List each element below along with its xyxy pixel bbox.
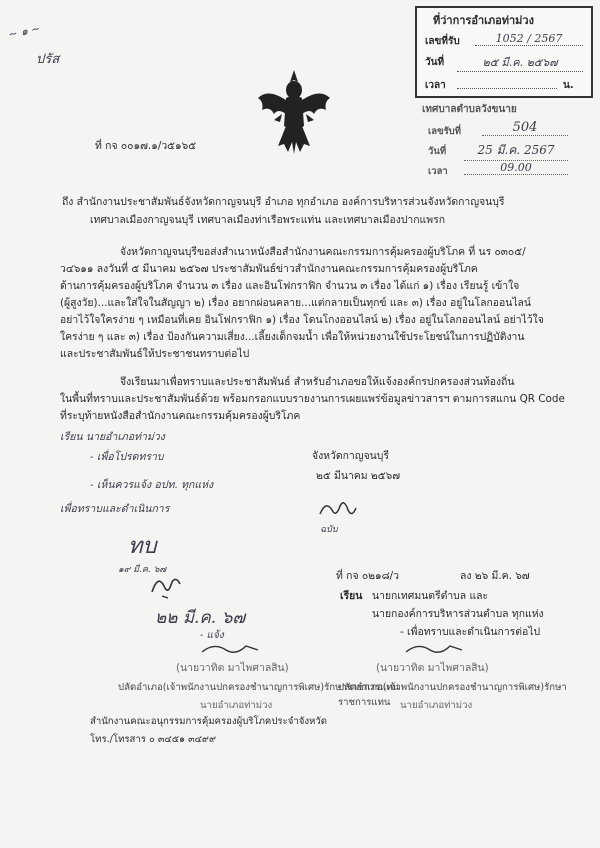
para1-line: ว๔๖๑๑ ลงวันที่ ๕ มีนาคม ๒๕๖๗ ประชาสัมพันธ์ข่าวสำนักงานคณะกรรมการคุ้มครองผู้บริโภค <box>60 263 478 275</box>
para1-line: ใครง่าย ๆ และ ๓) เรื่อง ป้องกันความเสี่ยง...เลี้ยงเด็กจมน้ำ เพื่อให้หน่วยงานใช้ประโยชน์ในการปฏิบัติงาน <box>60 331 525 343</box>
stamp2-date-label: วันที่ <box>428 146 447 157</box>
handwritten-signature-2 <box>318 496 358 524</box>
paragraph-2 <box>60 374 570 425</box>
stamp-title: ที่ว่าการอำเภอท่าม่วง <box>433 14 534 27</box>
handwritten-sent: - แจ้ง <box>200 630 224 641</box>
paragraph-1 <box>60 244 570 363</box>
signer-name-right: (นายวาทิต มาไพศาลสิน) <box>376 662 489 674</box>
reply-to-2: นายกองค์การบริหารส่วนตำบล ทุกแห่ง <box>372 608 544 620</box>
stamp-date-label: วันที่ <box>425 57 445 68</box>
signer-position-left-2: นายอำเภอท่าม่วง <box>200 700 273 711</box>
garuda-emblem <box>254 68 334 158</box>
addressee-line-1: ถึง สำนักงานประชาสัมพันธ์จังหวัดกาญจนบุรี อำเภอ ทุกอำเภอ องค์การบริหารส่วนจังหวัดกาญจนบุรี <box>62 196 505 208</box>
handwritten-note-1: เรียน นายอำเภอท่าม่วง <box>60 431 165 443</box>
stamp-date-value: ๒๕ มี.ค. ๒๕๖๗ <box>457 53 583 72</box>
stamp2-reg-value: 504 <box>482 120 568 136</box>
reply-action: - เพื่อทราบและดำเนินการต่อไป <box>400 626 541 638</box>
reply-to-label: เรียน <box>340 590 363 602</box>
province-name: จังหวัดกาญจนบุรี <box>312 450 389 462</box>
para1-line: (ผู้สูงวัย)...และใส่ใจในสัญญา ๒) เรื่อง อยากผ่อนคลาย...แต่กลายเป็นทุกข์ และ ๓) เรื่อง อยู่ในโลกออนไลน์ <box>60 297 532 309</box>
para1-line: ด้านการคุ้มครองผู้บริโภค จำนวน ๓ เรื่อง และอินโฟกราฟิก จำนวน ๓ เรื่อง ได้แก่ ๑) เรื่อง เรียนรู้ เข้าใจ <box>60 280 520 292</box>
document-number: ที่ กจ ๐๐๑๗.๑/ว๕๑๖๕ <box>95 140 197 152</box>
para1-line: อย่าไว้ใจใครง่าย ๆ เหมือนที่เคย อินโฟกราฟิก ๑) เรื่อง โดนโกงออนไลน์ ๒) เรื่อง อยู่ในโลกออนไลน์ อย่าไว้ใจ <box>60 314 544 326</box>
signer-name-left: (นายวาทิต มาไพศาลสิน) <box>176 662 289 674</box>
handwritten-note-3: - เห็นควรแจ้ง อปท. ทุกแห่ง <box>90 479 214 491</box>
stamp2-date-value: 25 มี.ค. 2567 <box>464 141 568 161</box>
footer-phone: โทร./โทรสาร ๐ ๓๔๕๑ ๓๔๙๙ <box>90 734 216 745</box>
stamp-reg-value: 1052 / 2567 <box>475 32 583 46</box>
stamp2-reg-label: เลขรับที่ <box>428 126 461 137</box>
reply-to-1: นายกเทศมนตรีตำบล และ <box>372 590 489 602</box>
handwritten-signature-4 <box>404 640 464 660</box>
receiving-stamp <box>415 6 593 98</box>
handwritten-initials: ทบ <box>128 534 157 559</box>
margin-scribble: ~ ๑ ~ <box>7 21 42 42</box>
handwritten-note-2: - เพื่อโปรดทราบ <box>90 451 164 463</box>
stamp-time-unit: น. <box>563 80 574 91</box>
stamp-time-label: เวลา <box>425 80 446 91</box>
para1-line: จังหวัดกาญจนบุรีขอส่งสำเนาหนังสือสำนักงานคณะกรรมการคุ้มครองผู้บริโภค ที่ นร ๐๓๐๕/ <box>120 246 526 258</box>
para2-line: จึงเรียนมาเพื่อทราบและประชาสัมพันธ์ สำหรับอำเภอขอให้แจ้งองค์กรปกครองส่วนท้องถิ่น <box>120 376 515 388</box>
handwritten-signature-1 <box>148 572 184 600</box>
handwritten-signature-3 <box>200 640 260 660</box>
addressee-line-2: เทศบาลเมืองกาญจนบุรี เทศบาลเมืองท่าเรือพระแท่น และเทศบาลเมืองปากแพรก <box>90 214 445 226</box>
footer-office: สำนักงานคณะอนุกรรมการคุ้มครองผู้บริโภคประจำจังหวัด <box>90 716 327 727</box>
signing-date: ๒๕ มีนาคม ๒๕๖๗ <box>316 470 401 482</box>
stamp-reg-label: เลขที่รับ <box>425 36 460 47</box>
handwritten-date-2: ๒๒ มี.ค. ๖๗ <box>155 608 246 628</box>
stamp-time-line <box>457 88 557 89</box>
handwritten-date-1: ๑๙ มี.ค. ๖๗ <box>118 565 167 575</box>
signature-caption: ฉบับ <box>320 525 338 535</box>
stamp2-time-value: 09.00 <box>464 161 568 175</box>
municipality-stamp <box>420 100 575 180</box>
para2-line: ในพื้นที่ทราบและประชาสัมพันธ์ด้วย พร้อมกรอกแบบรายงานการเผยแพร่ข้อมูลข่าวสารฯ ตามการสแกน QR Code <box>60 393 565 405</box>
handwritten-note-4: เพื่อทราบและดำเนินการ <box>60 503 170 515</box>
signer-position-left-1: ปลัดอำเภอ(เจ้าพนักงานปกครองชำนาญการพิเศษ)รักษาราชการแทน <box>118 682 400 693</box>
reply-number: ที่ กจ ๐๒๑๘/ว <box>336 570 399 582</box>
reply-date: ลง ๒๖ มี.ค. ๖๗ <box>460 570 530 582</box>
signer-position-right-1: ปลัดอำเภอ(เจ้าพนักงานปกครองชำนาญการพิเศษ)รักษาราชการแทน <box>338 682 567 708</box>
signer-position-right-2: นายอำเภอท่าม่วง <box>400 700 473 711</box>
margin-note: ปรัส <box>36 52 60 67</box>
para2-line: ที่ระบุท้ายหนังสือสำนักงานคณะกรรมคุ้มครองผู้บริโภค <box>60 410 301 422</box>
stamp2-title: เทศบาลตำบลวังขนาย <box>422 104 517 115</box>
stamp2-time-label: เวลา <box>428 166 448 177</box>
para1-line: และประชาสัมพันธ์ให้ประชาชนทราบต่อไป <box>60 348 250 360</box>
